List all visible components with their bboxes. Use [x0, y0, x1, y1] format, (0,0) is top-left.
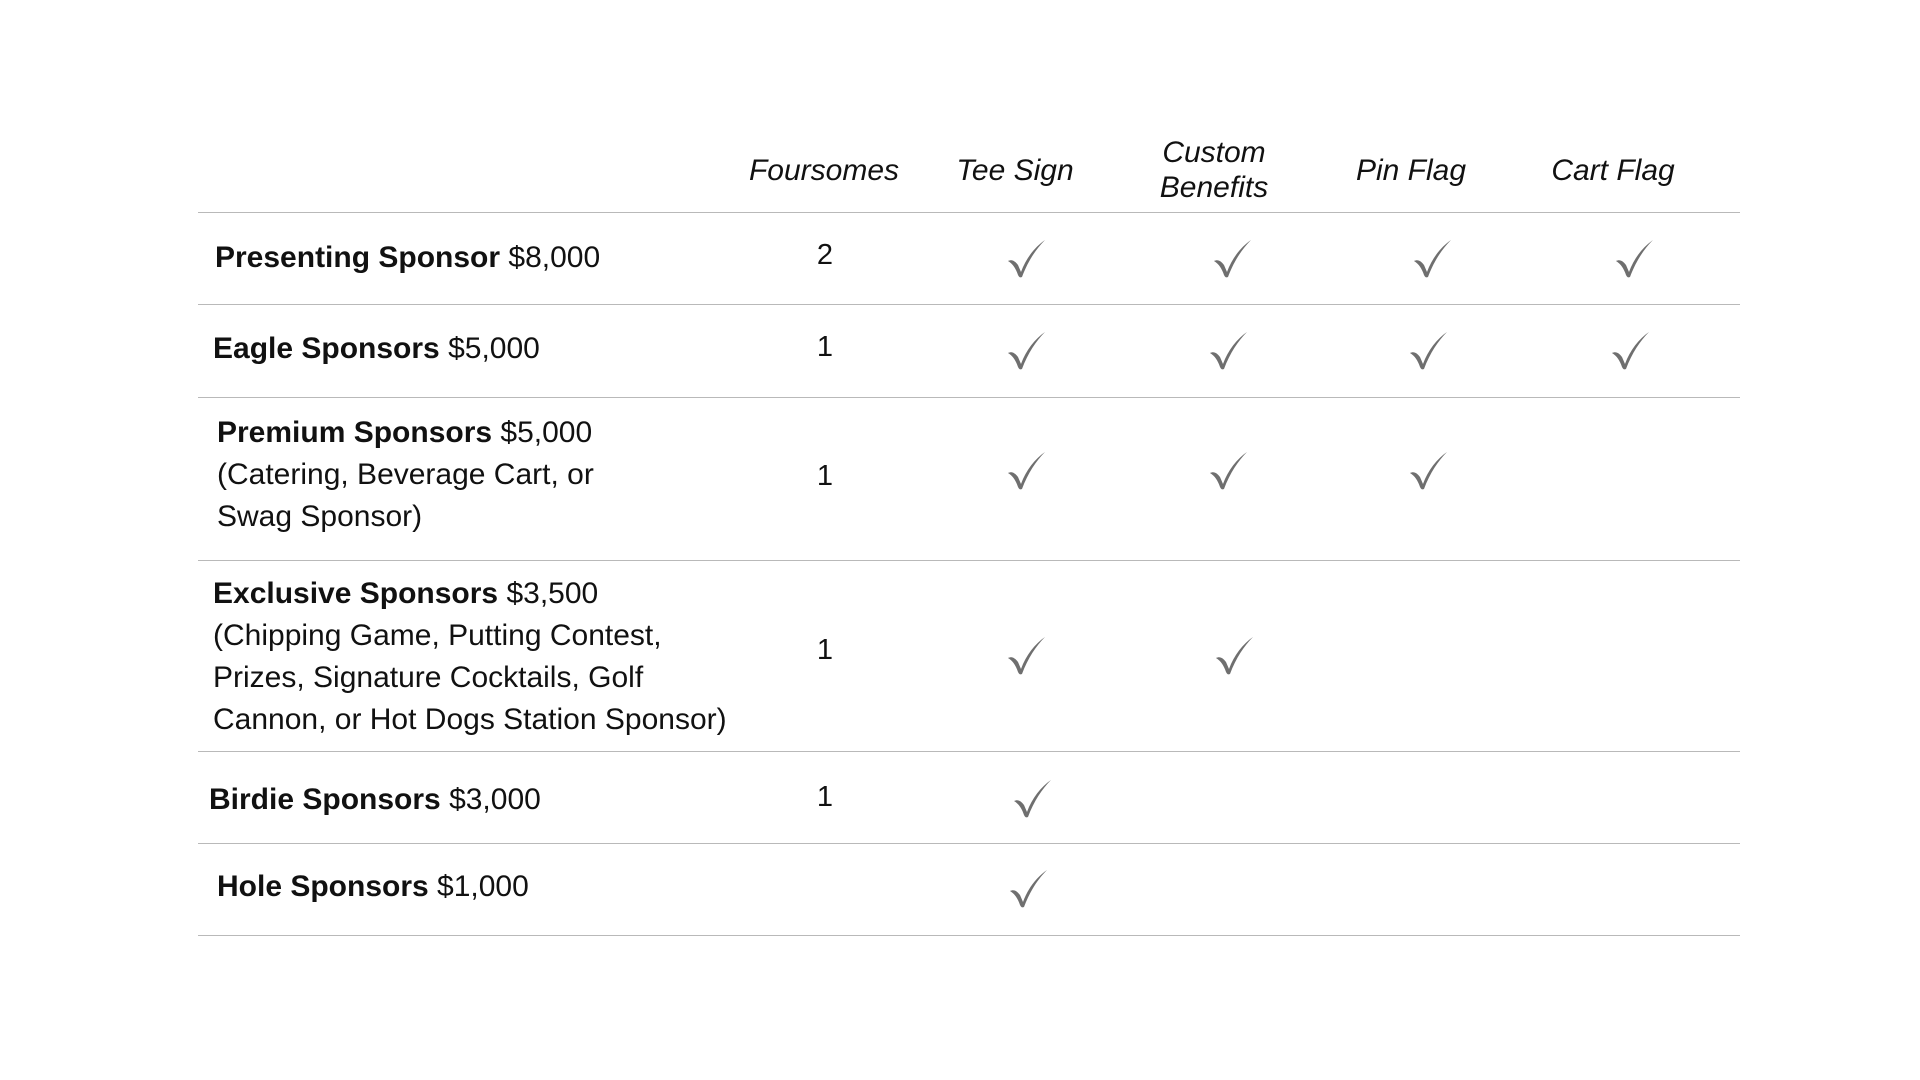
- foursomes-count: 2: [816, 239, 834, 271]
- header-divider: [198, 212, 1740, 213]
- sponsor-detail: (Chipping Game, Putting Contest, Prizes, Signature Cocktails, Golf Cannon, or Hot Dogs Station Sponsor): [213, 619, 727, 736]
- check-mark-icon: [1004, 633, 1048, 677]
- column-header-cart-flag: Cart Flag: [1551, 153, 1675, 187]
- sponsor-name: Exclusive Sponsors: [213, 577, 499, 610]
- sponsor-name: Hole Sponsors: [217, 870, 429, 903]
- sponsor-name: Eagle Sponsors: [213, 332, 440, 365]
- column-header-foursomes: Foursomes: [748, 153, 900, 187]
- sponsor-label: [217, 866, 529, 908]
- check-mark-icon: [1004, 328, 1048, 372]
- sponsor-name: Premium Sponsors: [217, 416, 493, 449]
- check-mark-icon: [1210, 236, 1254, 280]
- check-mark-icon: [1406, 448, 1450, 492]
- check-mark-icon: [1010, 776, 1054, 820]
- sponsor-price: $3,000: [449, 783, 541, 816]
- foursomes-count: 1: [816, 331, 834, 363]
- sponsor-label: [215, 237, 600, 279]
- sponsor-price: $3,500: [506, 577, 599, 610]
- row-divider: [198, 304, 1740, 305]
- sponsor-label: [213, 573, 727, 741]
- table-header: [198, 128, 1740, 212]
- check-mark-icon: [1608, 328, 1652, 372]
- column-header-custom-benefits: Custom Benefits: [1159, 136, 1269, 204]
- sponsor-label: [213, 328, 540, 370]
- column-header-tee-sign: Tee Sign: [956, 153, 1074, 187]
- sponsor-price: $8,000: [508, 241, 601, 274]
- sponsor-price: $5,000: [500, 416, 593, 449]
- sponsor-name: Presenting Sponsor: [215, 241, 501, 274]
- check-mark-icon: [1212, 633, 1256, 677]
- check-mark-icon: [1612, 236, 1656, 280]
- foursomes-count: 1: [816, 460, 834, 492]
- check-mark-icon: [1410, 236, 1454, 280]
- row-divider: [198, 560, 1740, 561]
- foursomes-count: 1: [816, 781, 834, 813]
- check-mark-icon: [1206, 448, 1250, 492]
- sponsor-detail: (Catering, Beverage Cart, or Swag Sponsor): [217, 458, 594, 533]
- sponsor-price: $1,000: [437, 870, 529, 903]
- column-header-pin-flag: Pin Flag: [1355, 153, 1467, 187]
- row-divider: [198, 397, 1740, 398]
- sponsor-label: [209, 779, 541, 821]
- check-mark-icon: [1006, 866, 1050, 910]
- row-divider: [198, 935, 1740, 936]
- foursomes-count: 1: [816, 634, 834, 666]
- check-mark-icon: [1406, 328, 1450, 372]
- check-mark-icon: [1004, 236, 1048, 280]
- row-divider: [198, 751, 1740, 752]
- check-mark-icon: [1206, 328, 1250, 372]
- sponsor-label: [217, 412, 594, 538]
- check-mark-icon: [1004, 448, 1048, 492]
- sponsor-name: Birdie Sponsors: [209, 783, 441, 816]
- row-divider: [198, 843, 1740, 844]
- sponsor-price: $5,000: [448, 332, 540, 365]
